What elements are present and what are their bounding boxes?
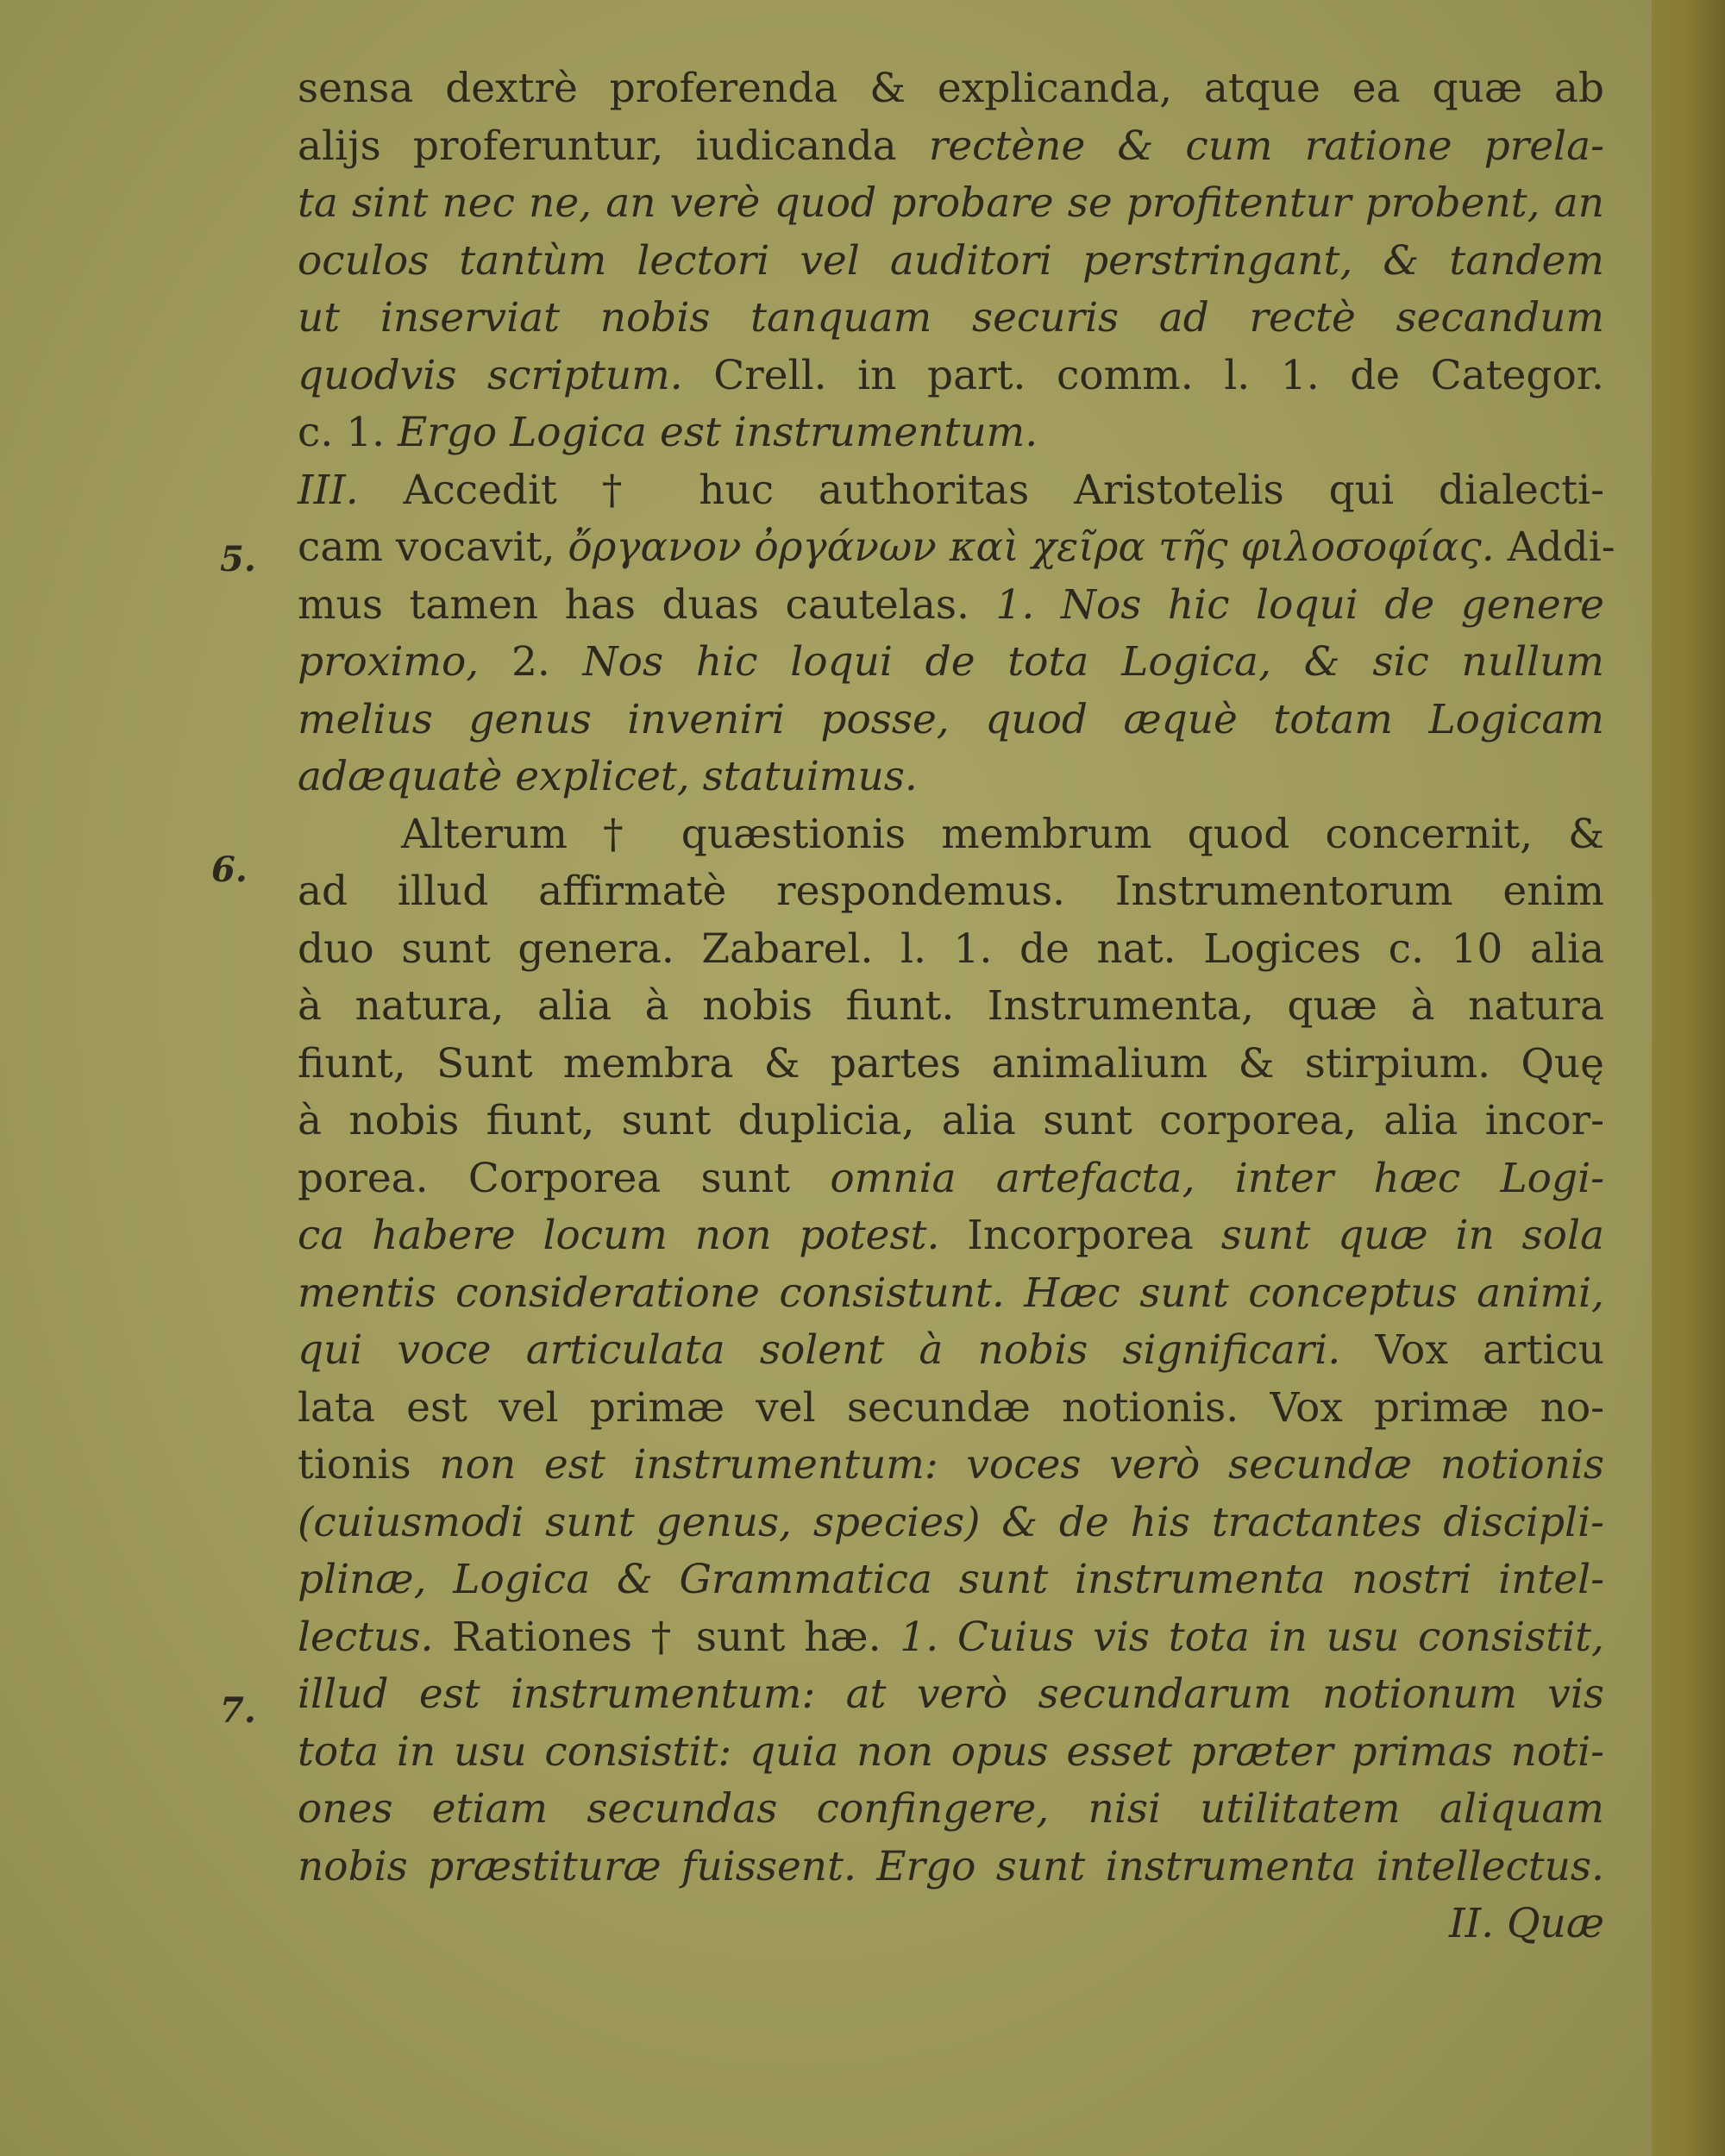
- text-block: [298, 60, 1615, 1953]
- page-edge: [1652, 0, 1725, 2156]
- text-line: à natura, alia à nobis fiunt. Instrumenta, quæ à natura: [298, 982, 1604, 1030]
- text-line: c. 1. Ergo Logica est instrumentum.: [298, 409, 1038, 456]
- text-line: III. Accedit † huc authoritas Aristotelis qui dialecti-: [298, 466, 1604, 514]
- margin-number-6: 6.: [211, 849, 248, 890]
- text-line: ut inserviat nobis tanquam securis ad rectè secandum: [298, 294, 1604, 342]
- text-line: tionis non est instrumentum: voces verò secundæ notionis: [298, 1441, 1604, 1489]
- text-line: nobis præstituræ fuissent. Ergo sunt instrumenta intellectus.: [298, 1842, 1604, 1890]
- text-line: tota in usu consistit: quia non opus esset præter primas noti-: [298, 1727, 1604, 1776]
- text-line: ta sint nec ne, an verè quod probare se profitentur probent, an: [298, 179, 1604, 227]
- text-line: porea. Corporea sunt omnia artefacta, inter hæc Logi-: [298, 1154, 1604, 1202]
- text-line: ones etiam secundas confingere, nisi utilitatem aliquam: [298, 1785, 1604, 1833]
- catchword: II. Quæ: [1449, 1900, 1604, 1947]
- text-line: (cuiusmodi sunt genus, species) & de his tractantes discipli-: [298, 1498, 1604, 1546]
- text-line: Alterum † quæstionis membrum quod concernit, &: [401, 810, 1604, 858]
- text-line: adæquatè explicet, statuimus.: [298, 753, 918, 800]
- show-through-text: [276, 1958, 1138, 2013]
- text-line: alijs proferuntur, iudicanda rectène & cum ratione prela-: [298, 122, 1604, 170]
- text-line: mus tamen has duas cautelas. 1. Nos hic loqui de genere: [298, 580, 1604, 629]
- text-line: oculos tantùm lectori vel auditori perstringant, & tandem: [298, 236, 1604, 285]
- greek-quote: ὄργανον ὀργάνων καὶ χεῖρα τῆς φιλοσοφίας.: [568, 523, 1495, 571]
- text-line: ad illud affirmatè respondemus. Instrumentorum enim: [298, 868, 1604, 915]
- text-line: à nobis fiunt, sunt duplicia, alia sunt corporea, alia incor-: [298, 1097, 1604, 1144]
- text-line: quodvis scriptum. Crell. in part. comm. l. 1. de Categor.: [298, 351, 1604, 399]
- text-line: melius genus inveniri posse, quod æquè totam Logicam: [298, 695, 1604, 743]
- margin-number-7: 7.: [220, 1690, 256, 1731]
- text-line: ca habere locum non potest. Incorporea sunt quæ in sola: [298, 1212, 1604, 1259]
- text-line: lectus. Rationes † sunt hæ. 1. Cuius vis tota in usu consistit,: [298, 1613, 1604, 1661]
- text-line: illud est instrumentum: at verò secundarum notionum vis: [298, 1670, 1604, 1718]
- text-line: plinæ, Logica & Grammatica sunt instrumenta nostri intel-: [298, 1556, 1604, 1603]
- text-line: mentis consideratione consistunt. Hæc sunt conceptus animi,: [298, 1269, 1604, 1317]
- text-line: qui voce articulata solent à nobis significari. Vox articu: [298, 1326, 1604, 1374]
- text-line: lata est vel primæ vel secundæ notionis. Vox primæ no-: [298, 1383, 1604, 1432]
- text-line: proximo, 2. Nos hic loqui de tota Logica, & sic nullum: [298, 638, 1604, 686]
- text-line: cam vocavit, ὄργανον ὀργάνων καὶ χεῖρα τῆς φιλοσοφίας. Addi-: [298, 523, 1615, 571]
- margin-number-5: 5.: [220, 539, 256, 580]
- text-line: duo sunt genera. Zabarel. l. 1. de nat. Logices c. 10 alia: [298, 924, 1604, 973]
- text-line: sensa dextrè proferenda & explicanda, atque ea quæ ab: [298, 65, 1604, 112]
- text-line: fiunt, Sunt membra & partes animalium & stirpium. Quę: [298, 1039, 1604, 1087]
